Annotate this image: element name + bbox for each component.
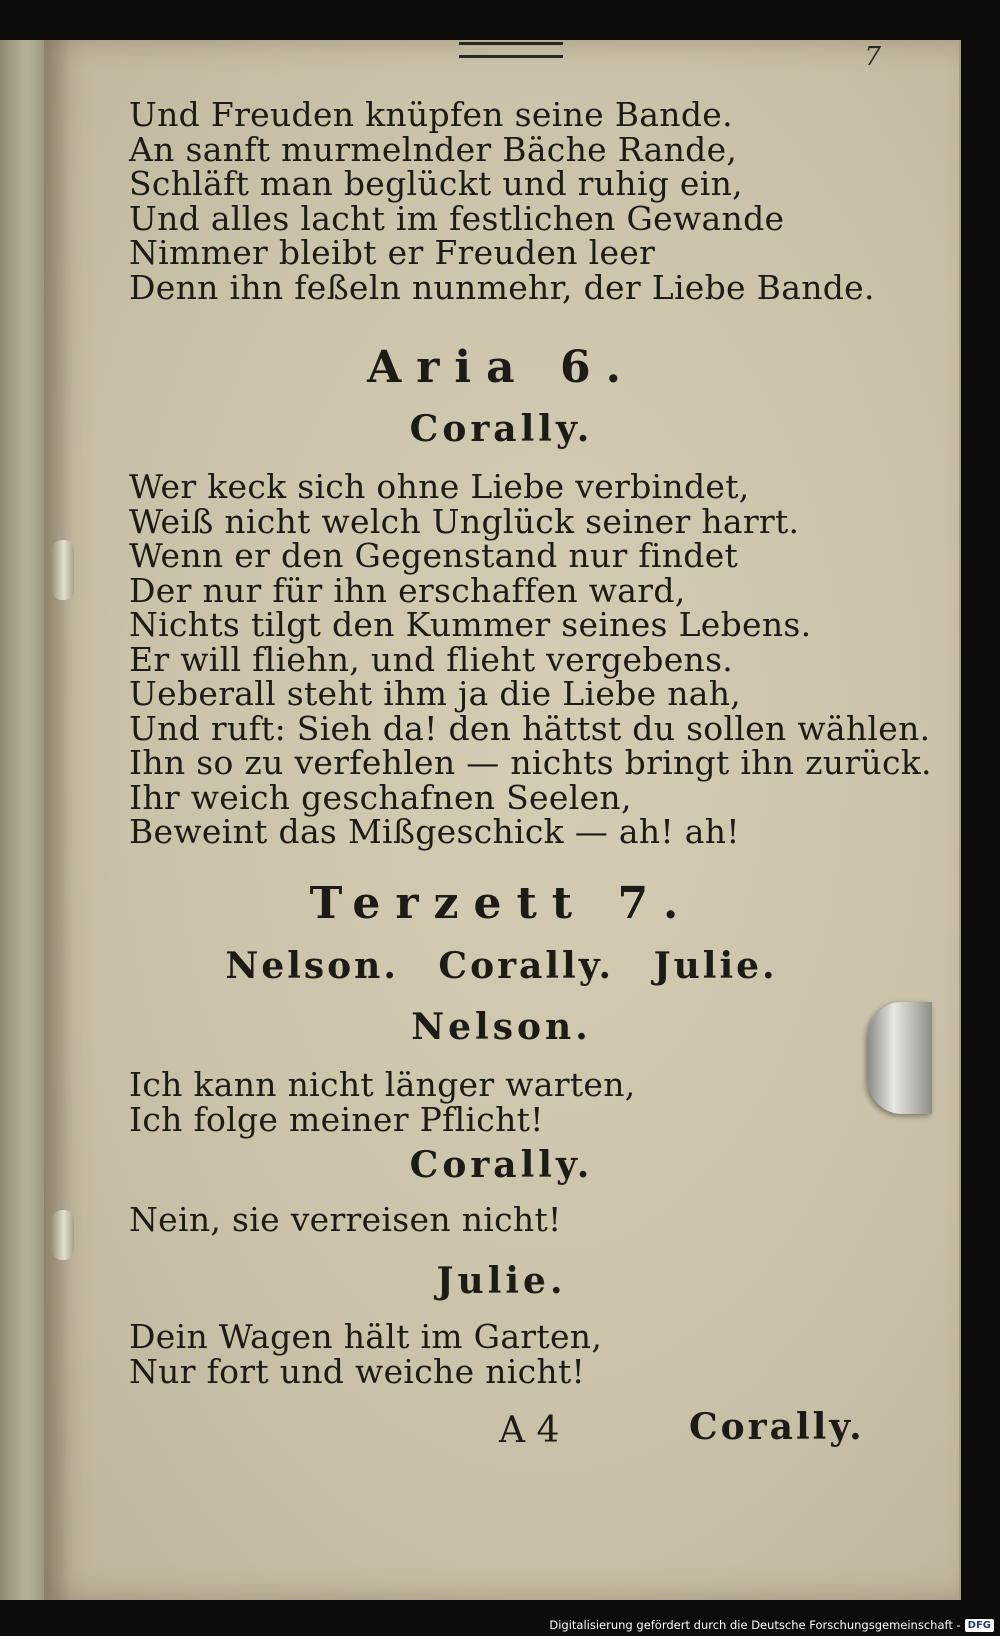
verse-line: Weiß nicht welch Unglück seiner harrt. bbox=[129, 501, 800, 541]
aria-title: Aria 6. bbox=[367, 342, 636, 393]
terzett-speakers: Nelson. Corally. Julie. bbox=[225, 945, 778, 987]
verse-line: Wer keck sich ohne Liebe verbindet, bbox=[129, 467, 750, 506]
footer-text: Digitalisierung gefördert durch die Deutsche Forschungsgemeinschaft - bbox=[549, 1618, 961, 1632]
verse-line: Er will fliehn, und flieht vergebens. bbox=[129, 639, 734, 679]
dfg-logo-icon: DFG bbox=[965, 1619, 994, 1632]
verse-line: Schläft man beglückt und ruhig ein, bbox=[129, 164, 743, 203]
header-rule bbox=[459, 42, 563, 58]
book-page bbox=[44, 40, 961, 1600]
verse-line: Ich kann nicht länger warten, bbox=[129, 1065, 636, 1104]
verse-line: Ihn so zu verfehlen — nichts bringt ihn zurück. bbox=[129, 743, 932, 782]
verse-line: Und Freuden knüpfen seine Bande. bbox=[129, 95, 733, 134]
verse-line: Wenn er den Gegenstand nur findet bbox=[129, 536, 739, 575]
verse-line: Der nur für ihn erschaffen ward, bbox=[129, 570, 686, 610]
intro-stanza bbox=[129, 95, 875, 307]
terzett-title: Terzett 7. bbox=[309, 878, 694, 929]
corner-mark: 7 bbox=[864, 42, 881, 72]
aria-speaker: Corally. bbox=[409, 408, 594, 450]
verse-line: An sanft murmelnder Bäche Rande, bbox=[129, 129, 738, 169]
verse-line: Nein, sie verreisen nicht! bbox=[129, 1200, 562, 1239]
verse-line: Beweint das Mißgeschick — ah! ah! bbox=[129, 812, 740, 851]
page-gutter bbox=[44, 40, 70, 1600]
verse-line: Denn ihn feßeln nunmehr, der Liebe Bande. bbox=[129, 267, 875, 307]
facing-page-edge bbox=[0, 40, 45, 1600]
verse-line: Dein Wagen hält im Garten, bbox=[129, 1317, 603, 1356]
verse-line: Nimmer bleibt er Freuden leer bbox=[129, 233, 656, 272]
nelson-verses bbox=[129, 1065, 636, 1139]
binding-crease bbox=[52, 540, 74, 600]
catchword: Corally. bbox=[689, 1406, 865, 1448]
speaker-nelson: Nelson. bbox=[411, 1006, 592, 1048]
signature-mark: A 4 bbox=[499, 1410, 560, 1451]
corally-verses bbox=[129, 1200, 562, 1239]
binding-crease bbox=[52, 1210, 74, 1260]
aria-verses bbox=[129, 467, 932, 851]
verse-line: Ihr weich geschafnen Seelen, bbox=[129, 777, 632, 817]
page-clip bbox=[868, 1002, 932, 1114]
verse-line: Und ruft: Sieh da! den hättst du sollen wählen. bbox=[129, 708, 931, 748]
verse-line: Ich folge meiner Pflicht! bbox=[129, 1099, 544, 1139]
speaker-corally: Corally. bbox=[409, 1144, 594, 1186]
verse-line: Nichts tilgt den Kummer seines Lebens. bbox=[129, 605, 812, 644]
footer-credit bbox=[549, 1618, 994, 1632]
verse-line: Nur fort und weiche nicht! bbox=[129, 1351, 586, 1391]
verse-line: Ueberall steht ihm ja die Liebe nah, bbox=[129, 674, 742, 713]
verse-line: Und alles lacht im festlichen Gewande bbox=[129, 198, 785, 238]
julie-verses bbox=[129, 1317, 603, 1391]
speaker-julie: Julie. bbox=[436, 1260, 567, 1302]
